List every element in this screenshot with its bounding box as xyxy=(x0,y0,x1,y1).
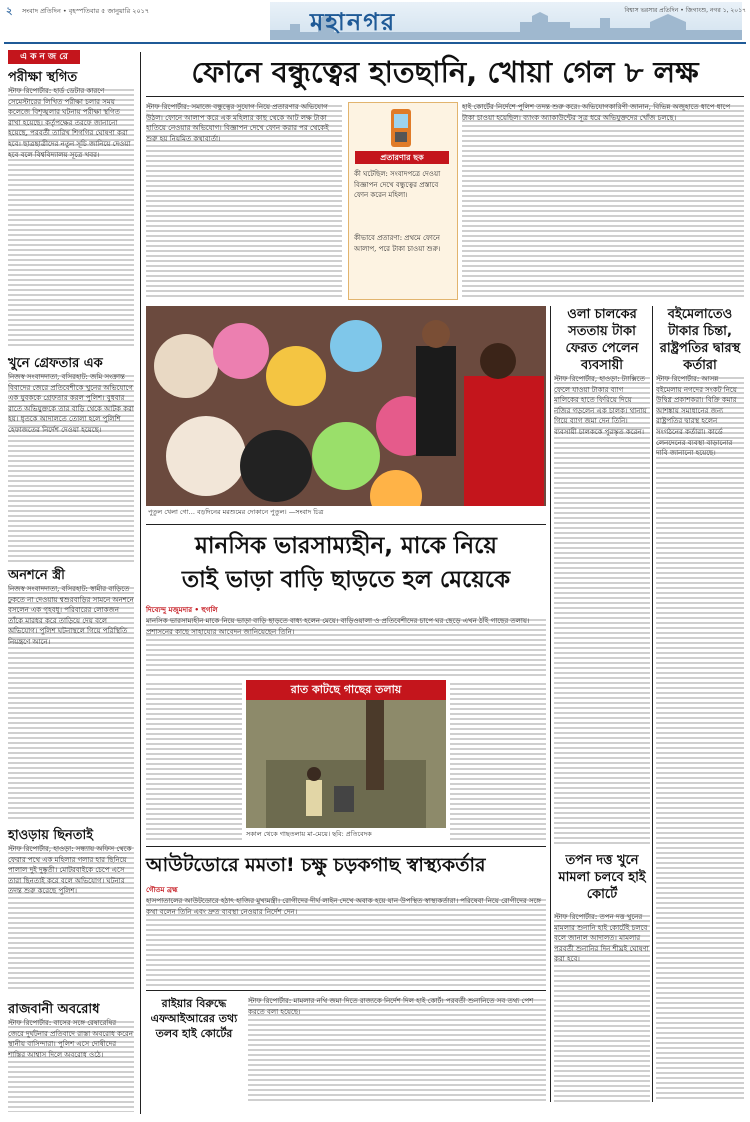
box-tag: প্রতারণার ছক xyxy=(355,151,449,164)
third-headline: আউটডোরে মমতা! চক্ষু চড়কগাছ স্বাস্থ্যকর্তার xyxy=(146,854,486,876)
second-body-side xyxy=(146,680,242,840)
toys-photo-image xyxy=(146,306,546,518)
story-body: নিজস্ব সংবাদদাতা, বসিরহাট: জমি সংক্রান্ত বিবাদের জেরে প্রতিবেশীকে খুনের অভিযোগে এক যুবককে গ্রেফতার করল পুলিশ। বুধবার রাতে অভিযুক্তকে তার বাড়ি থেকে আটক করা হয়। ধৃতকে আদালতে তোলা হলে পুলিশি হেফাজতের নির্দেশ দেওয়া হয়েছে। xyxy=(8,372,134,562)
masthead-right-line: বিশ্বাস ভরসার প্রতিদিন • জিগাংশু, নগর ১, ২০১৭ xyxy=(624,7,746,14)
story-headline: হাওড়ায় ছিনতাই xyxy=(8,828,94,843)
second-headline-line1: মানসিক ভারসাম্যহীন, মাকে নিয়ে xyxy=(195,533,497,559)
right-story-headline: বইমেলাতেও টাকার চিন্তা, রাষ্ট্রপতির দ্বারস্থ কর্তারা xyxy=(659,307,741,373)
story-body: নিজস্ব সংবাদদাতা, বসিরহাট: স্বামীর বাড়িতে ঢুকতে না দেওয়ায় শ্বশুরবাড়ির সামনে অনশনে বসলেন এক গৃহবধূ। পরিবারের লোকজন তাঁকে মারধর করে তাড়িয়ে দেয় বলে অভিযোগ। পুলিশ ঘটনাস্থলে গিয়ে পরিস্থিতি নিয়ন্ত্রণে আনে। xyxy=(8,584,134,820)
story-headline: অনশনে স্ত্রী xyxy=(8,568,65,583)
box-item: কীভাবে প্রতারণা: প্রথমে ফোনে আলাপ, পরে টাকা চাওয়া শুরু। xyxy=(354,234,441,253)
story-body: স্টাফ রিপোর্টার: হার্ড ডেটার কারণে সেমেস্টারের লিখিত পরীক্ষা চলার সময় কলেজে বিশৃঙ্খলার ঘটনায় পরীক্ষা স্থগিত রাখা হয়েছে। কর্তৃপক্ষের তরফে জানানো হয়েছে, পরবর্তী তারিখ শিগগির ঘোষণা করা হবে। ছাত্রছাত্রীদের নতুন সূচি জানিয়ে দেওয়া হবে বলে বিশ্ববিদ্যালয় সূত্রে খবর। xyxy=(8,86,134,346)
lead-body-right: হাই কোর্টের নির্দেশে পুলিশ তদন্ত শুরু করে। অভিযোগকারিণী জানান, বিভিন্ন অজুহাতে ধাপে ধাপে টাকা চাওয়া হয়েছিল। ব্যাংক অ্যাকাউন্টের সূত্র ধরে অভিযুক্তদের খোঁজ চলছে। xyxy=(462,102,744,298)
story-headline: রাজবানী অবরোধ xyxy=(8,1002,100,1017)
left-column xyxy=(4,50,136,1116)
right-story-headline: তপন দত্ত খুনে মামলা চলবে হাই কোর্টে xyxy=(558,853,646,902)
second-body-side xyxy=(450,680,546,840)
masthead xyxy=(0,0,750,46)
section-label: এ ক ন জ রে xyxy=(8,50,80,64)
box-item: কী ঘটেছিল: সংবাদপত্রে দেওয়া বিজ্ঞাপন দেখে বন্ধুত্বের প্রস্তাবে ফোন করেন মহিলা। xyxy=(354,170,441,200)
right-story-body: স্টাফ রিপোর্টার, হাওড়া: ট্যাক্সিতে ফেলে যাওয়া টাকার ব্যাগ মালিকের হাতে ফিরিয়ে দিয়ে নজির গড়লেন এক চালক। থানায় গিয়ে ব্যাগ জমা দেন তিনি। ব্যবসায়ী চালককে পুরস্কৃত করেন। xyxy=(554,374,650,844)
tree-photo-caption: সকাল থেকে গাছতলায় মা-মেয়ে। ছবি: প্রতিবেদক xyxy=(246,828,446,840)
page-number: ২ xyxy=(6,6,13,17)
date-line: সংবাদ প্রতিদিন • বৃহস্পতিবার ৫ জানুয়ারি ২০১৭ xyxy=(22,7,150,15)
bottom-brief-headline: রাইয়ার বিরুদ্ধে এফআইআরের তথ্য তলব হাই কোর্টের xyxy=(150,997,238,1040)
second-byline: দিব্যেন্দু মজুমদার • হুগলি xyxy=(146,606,218,614)
tree-photo-image xyxy=(246,700,446,830)
story-headline: পরীক্ষা স্থগিত xyxy=(8,70,78,85)
second-headline-line2: তাই ভাড়া বাড়ি ছাড়তে হল মেয়েকে xyxy=(181,567,511,593)
third-body: হাসপাতালের আউটডোরে হঠাৎ হাজির মুখ্যমন্ত্রী। রোগীদের দীর্ঘ লাইন দেখে অবাক হয়ে যান উপস্থিত স্বাস্থ্যকর্তারা। পরিষেবা নিয়ে রোগীদের সঙ্গে কথা বলেন তিনি এবং দ্রুত ব্যবস্থা নেওয়ার নির্দেশ দেন। xyxy=(146,896,546,986)
column-divider xyxy=(140,52,141,1114)
second-body: মানসিক ভারসাম্যহীন মাকে নিয়ে ভাড়া বাড়ি ছাড়তে বাধ্য হলেন মেয়ে। বাড়িওয়ালা ও প্রতিবেশীদের চাপে ঘর ছেড়ে এখন ঠাঁই গাছের তলায়। প্রশাসনের কাছে সাহায্যের আবেদন জানিয়েছেন তিনি। xyxy=(146,616,546,676)
right-story-headline: ওলা চালকের সততায় টাকা ফেরত পেলেন ব্যবসায়ী xyxy=(565,307,639,373)
lead-info-box xyxy=(348,102,458,300)
story-body: স্টাফ রিপোর্টার, হাওড়া: সন্ধ্যায় অফিস থেকে ফেরার পথে এক মহিলার গলার হার ছিনিয়ে পালাল দুই দুষ্কৃতী। মোটরবাইকে চেপে এসে তারা ছিনতাই করে বলে অভিযোগ। ঘটনার তদন্ত শুরু করেছে পুলিশ। xyxy=(8,844,134,992)
second-tag: রাত কাটছে গাছের তলায় xyxy=(246,680,446,700)
lead-headline: ফোনে বন্ধুত্বের হাতছানি, খোয়া গেল ৮ লক্ষ xyxy=(191,55,699,89)
phone-icon xyxy=(379,107,425,149)
lead-body-left: স্টাফ রিপোর্টার: সমাজে বন্ধুত্বের সুযোগ নিয়ে প্রতারণার অভিযোগ উঠল। ফোনে আলাপ করে এক মহিলার কাছ থেকে আট লক্ষ টাকা হাতিয়ে নেওয়ার অভিযোগ। বিজ্ঞাপন দেখে ফোন করার পর থেকেই শুরু হয় নিয়মিত কথাবার্তা। xyxy=(146,102,342,298)
right-story-body: স্টাফ রিপোর্টার: আসন্ন বইমেলায় নগদের সংকট নিয়ে উদ্বিগ্ন প্রকাশকরা। বিক্রি কমার আশঙ্কায় সমাধানের জন্য রাষ্ট্রপতির দ্বারস্থ হলেন সংগঠনের কর্তারা। কার্ডে লেনদেনের ব্যবস্থা বাড়ানোর দাবি জানানো হয়েছে। xyxy=(656,374,744,1102)
story-body: স্টাফ রিপোর্টার: বাসের সঙ্গে রেষারেষির জেরে দুর্ঘটনার প্রতিবাদে রাস্তা অবরোধ করেন স্থানীয় বাসিন্দারা। পুলিশ এসে দোষীদের শাস্তির আশ্বাস দিলে অবরোধ ওঠে। xyxy=(8,1018,134,1112)
right-story-body: স্টাফ রিপোর্টার: তপন দত্ত খুনের মামলার শুনানি হাই কোর্টেই চলবে বলে জানাল আদালত। মামলার পরবর্তী শুনানির দিন শীঘ্রই ঘোষণা করা হবে। xyxy=(554,912,650,1102)
toys-photo xyxy=(146,306,546,518)
section-title: মহানগর xyxy=(310,8,397,36)
photo-caption: পুতুল খেলা গো... বড়দিনের মরশুমের দোকানে পুতুল। —সংবাদ চিত্র xyxy=(146,506,546,518)
tree-photo xyxy=(246,680,446,840)
third-byline: গৌতম ব্রহ্ম xyxy=(146,886,178,894)
bottom-brief-body: স্টাফ রিপোর্টার: মামলার নথি জমা দিতে রাজ্যকে নির্দেশ দিল হাই কোর্ট। পরবর্তী শুনানিতে সব তথ্য পেশ করতে বলা হয়েছে। xyxy=(248,996,546,1102)
story-headline: খুনে গ্রেফতার এক xyxy=(8,356,103,371)
